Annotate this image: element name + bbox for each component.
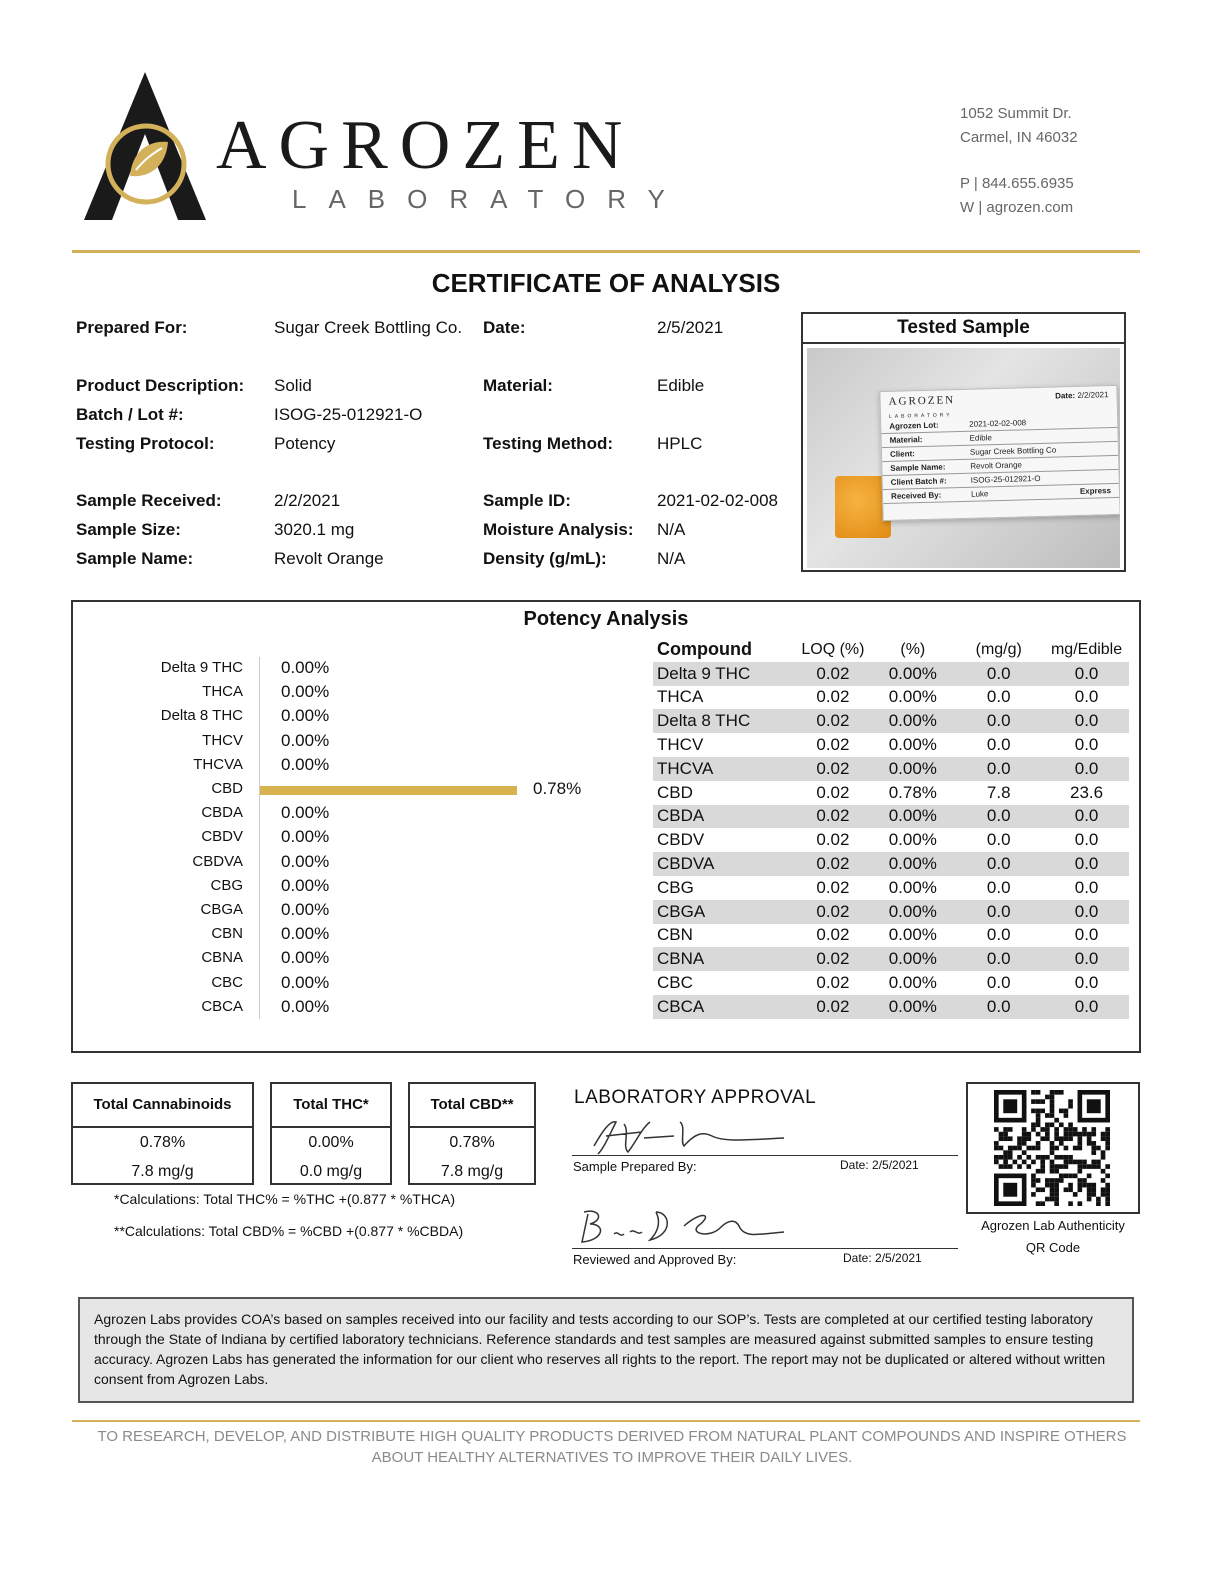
- bar-category-label: CBDA: [201, 804, 243, 822]
- address-line-1: 1052 Summit Dr.: [960, 105, 1072, 122]
- total-cannabinoids-heading: Total Cannabinoids: [73, 1084, 252, 1128]
- loq-cell: 0.02: [816, 735, 850, 755]
- mgg-cell: 0.0: [986, 925, 1011, 945]
- table-row: [653, 995, 1129, 1019]
- loq-cell: 0.02: [794, 852, 873, 876]
- bar-value-label: 0.00%: [281, 948, 330, 968]
- mg-edible-cell: 0.0: [1044, 757, 1129, 781]
- preparer-signature-icon: [584, 1112, 794, 1156]
- prepared-for-value: Sugar Creek Bottling Co.: [274, 318, 463, 337]
- compound-cell: CBDVA: [653, 852, 794, 876]
- qr-caption: [966, 1215, 1140, 1259]
- compound-cell: CBNA: [653, 947, 794, 971]
- mgg-cell: 0.0: [953, 662, 1044, 686]
- testing-protocol-label: Testing Protocol:: [76, 434, 215, 453]
- compound-cell: THCA: [657, 687, 704, 707]
- bar-value-label: 0.00%: [281, 803, 330, 823]
- col-mg-edible: mg/Edible: [1050, 640, 1123, 658]
- col-mgg: (mg/g): [975, 640, 1022, 658]
- date-label: Date:: [483, 318, 526, 337]
- card-brand: AGROZEN: [888, 394, 956, 408]
- compound-cell: THCVA: [653, 757, 794, 781]
- mgg-cell: 0.0: [986, 735, 1011, 755]
- total-cbd-mg: 7.8 mg/g: [440, 1163, 504, 1180]
- loq-cell: 0.02: [794, 947, 873, 971]
- sample-label-card: [879, 385, 1120, 521]
- mg-edible-cell: 0.0: [1074, 830, 1099, 850]
- bar-category-label: Delta 9 THC: [160, 659, 243, 676]
- bar-category-label: CBC: [211, 973, 243, 991]
- card-row: Client: Sugar Creek Bottling Co: [882, 442, 1118, 462]
- table-row: [653, 781, 1129, 805]
- bar-value-label: 0.00%: [281, 900, 330, 919]
- page-title: CERTIFICATE OF ANALYSIS: [431, 268, 781, 298]
- bar-category-label: THCV: [202, 731, 243, 749]
- product-description-value: Solid: [274, 376, 312, 395]
- total-thc-pct: 0.00%: [308, 1134, 354, 1151]
- table-row: [653, 686, 1129, 710]
- loq-cell: 0.02: [816, 830, 850, 850]
- disclaimer-text: Agrozen Labs provides COA’s based on samples received into our facility and tests according to our SOP’s. Tests are completed at our certified testing laboratory through the State of Indiana by certified laboratory technicians. Reference standards and test samples are measured against submitted samples to ensure testing accuracy. Agrozen Labs has generated the information for our client who reserves all rights to the report. The report may not be duplicated or altered without written consent from Agrozen Labs.: [94, 1311, 1106, 1387]
- pct-cell: 0.00%: [872, 805, 953, 829]
- compound-cell: CBCA: [653, 995, 794, 1019]
- mgg-cell: 0.0: [953, 805, 1044, 829]
- compound-cell: THCV: [657, 735, 704, 755]
- qr-caption-line-1: Agrozen Lab Authenticity: [981, 1218, 1125, 1233]
- testing-method-label: Testing Method:: [483, 434, 613, 453]
- bar-value-label: 0.00%: [281, 924, 330, 944]
- table-row: [653, 709, 1129, 733]
- bar-category-label: CBCA: [201, 997, 243, 1015]
- total-cannabinoids-box: [71, 1082, 254, 1185]
- mgg-cell: 0.0: [986, 973, 1011, 993]
- sample-photo: [807, 348, 1120, 568]
- pct-cell: 0.00%: [888, 973, 937, 993]
- mgg-cell: 0.0: [986, 830, 1011, 850]
- loq-cell: 0.02: [816, 973, 850, 993]
- qr-caption-line-2: QR Code: [1025, 1240, 1081, 1255]
- mgg-cell: 0.0: [953, 900, 1044, 924]
- table-row: [653, 852, 1129, 876]
- bar-value-label: 0.00%: [281, 682, 330, 702]
- sample-name-label: Sample Name:: [76, 549, 194, 568]
- mg-edible-cell: 0.0: [1044, 709, 1129, 733]
- loq-cell: 0.02: [794, 995, 873, 1019]
- card-row: Sample Name: Revolt Orange: [882, 456, 1118, 476]
- mgg-cell: 0.0: [986, 687, 1011, 707]
- mgg-cell: 7.8: [986, 782, 1011, 802]
- lab-phone: P | 844.655.6935: [960, 175, 1074, 192]
- footer-line-2: ABOUT HEALTHY ALTERNATIVES TO IMPROVE THEIR DAILY LIVES.: [371, 1449, 853, 1466]
- mg-edible-cell: 0.0: [1044, 995, 1129, 1019]
- card-date-label: Date:: [1055, 391, 1076, 401]
- product-description-label: Product Description:: [76, 376, 245, 395]
- bar-category-label: THCVA: [193, 755, 243, 773]
- date-value: 2/5/2021: [657, 318, 724, 337]
- mg-edible-cell: 0.0: [1074, 973, 1099, 993]
- compound-cell: Delta 8 THC: [653, 709, 794, 733]
- mgg-cell: 0.0: [953, 852, 1044, 876]
- pct-cell: 0.00%: [872, 662, 953, 686]
- qr-code-box[interactable]: [966, 1082, 1140, 1214]
- lab-website[interactable]: W | agrozen.com: [960, 199, 1074, 216]
- density-value: N/A: [657, 549, 686, 568]
- bar-value-label: 0.00%: [281, 706, 330, 726]
- bar: [260, 786, 517, 795]
- footer-divider: [72, 1420, 1140, 1422]
- mg-edible-cell: 0.0: [1074, 925, 1099, 945]
- bar-value-label: 0.00%: [281, 996, 330, 1016]
- pct-cell: 0.00%: [888, 925, 937, 945]
- loq-cell: 0.02: [794, 662, 873, 686]
- table-row: [653, 924, 1129, 948]
- pct-cell: 0.00%: [888, 735, 937, 755]
- reviewed-signature-line: [572, 1248, 958, 1249]
- thc-calculation-note: *Calculations: Total THC% = %THC +(0.877 * %THCA): [114, 1191, 456, 1207]
- prepared-for-label: Prepared For:: [76, 318, 188, 337]
- compound-cell: CBD: [657, 782, 693, 802]
- material-value: Edible: [657, 376, 705, 395]
- potency-title: Potency Analysis: [523, 608, 689, 630]
- bar-value-label: 0.78%: [533, 779, 582, 798]
- pct-cell: 0.00%: [872, 757, 953, 781]
- brand-subtitle: LABORATORY: [292, 184, 687, 214]
- total-cannabinoids-pct: 0.78%: [139, 1134, 186, 1151]
- card-brand-sub: LABORATORY: [888, 412, 953, 420]
- table-row: [653, 662, 1129, 686]
- cbd-calculation-note: **Calculations: Total CBD% = %CBD +(0.877 * %CBDA): [114, 1223, 464, 1239]
- mg-edible-cell: 0.0: [1044, 947, 1129, 971]
- mg-edible-cell: 0.0: [1044, 900, 1129, 924]
- mgg-cell: 0.0: [953, 709, 1044, 733]
- compound-cell: CBC: [657, 973, 693, 993]
- bar-category-label: CBD: [211, 780, 243, 797]
- pct-cell: 0.00%: [872, 995, 953, 1019]
- address-line-2: Carmel, IN 46032: [960, 129, 1078, 146]
- compound-cell: CBG: [657, 877, 694, 897]
- mg-edible-cell: 0.0: [1044, 805, 1129, 829]
- lab-address: [960, 102, 1078, 220]
- mgg-cell: 0.0: [953, 995, 1044, 1019]
- table-row: [653, 900, 1129, 924]
- loq-cell: 0.02: [816, 877, 850, 897]
- mg-edible-cell: 0.0: [1074, 735, 1099, 755]
- potency-table: [653, 638, 1129, 1019]
- sample-received-label: Sample Received:: [76, 491, 222, 510]
- card-row: Material: Edible: [881, 428, 1117, 448]
- col-pct: (%): [900, 640, 926, 658]
- compound-cell: CBDV: [657, 830, 705, 850]
- pct-cell: 0.00%: [888, 830, 937, 850]
- table-row: [653, 947, 1129, 971]
- density-label: Density (g/mL):: [483, 549, 607, 568]
- bar-category-label: CBDV: [201, 828, 243, 846]
- table-row: [653, 828, 1129, 852]
- mg-edible-cell: 0.0: [1074, 877, 1099, 897]
- prepared-by-label: Sample Prepared By:: [573, 1159, 697, 1174]
- table-row: [653, 971, 1129, 995]
- bar-category-label: CBDVA: [192, 852, 243, 870]
- bar-category-label: CBNA: [201, 949, 243, 967]
- reviewer-signature-icon: [570, 1204, 800, 1250]
- card-express: Express: [1079, 486, 1112, 496]
- compound-cell: Delta 9 THC: [653, 662, 794, 686]
- compound-cell: CBN: [657, 925, 693, 945]
- footer-line-1: TO RESEARCH, DEVELOP, AND DISTRIBUTE HIGH QUALITY PRODUCTS DERIVED FROM NATURAL PLANT COMPOUNDS AND INSPIRE OTHERS: [97, 1428, 1127, 1445]
- reviewed-date: Date: 2/5/2021: [843, 1251, 922, 1265]
- pct-cell: 0.00%: [872, 900, 953, 924]
- loq-cell: 0.02: [794, 709, 873, 733]
- col-compound: Compound: [657, 639, 752, 660]
- tested-sample-heading: Tested Sample: [803, 314, 1124, 344]
- bar-value-label: 0.00%: [281, 754, 330, 774]
- col-loq: LOQ (%): [801, 640, 865, 658]
- testing-protocol-value: Potency: [274, 434, 336, 453]
- total-thc-heading: Total THC*: [272, 1084, 390, 1128]
- card-row: Client Batch #: ISOG-25-012921-O: [883, 470, 1119, 490]
- total-cannabinoids-mg: 7.8 mg/g: [131, 1163, 194, 1180]
- table-row: [653, 733, 1129, 757]
- loq-cell: 0.02: [794, 805, 873, 829]
- testing-method-value: HPLC: [657, 434, 703, 453]
- table-row: [653, 757, 1129, 781]
- header-divider: [72, 250, 1140, 253]
- chart-axis: [259, 657, 260, 1019]
- bar-value-label: 0.00%: [281, 827, 330, 847]
- potency-bar-chart: [73, 602, 633, 1042]
- total-cbd-box: [408, 1082, 536, 1185]
- mgg-cell: 0.0: [953, 947, 1044, 971]
- table-row: [653, 876, 1129, 900]
- pct-cell: 0.00%: [888, 877, 937, 897]
- reviewed-by-label: Reviewed and Approved By:: [573, 1252, 737, 1267]
- mgg-cell: 0.0: [986, 877, 1011, 897]
- pct-cell: 0.78%: [888, 782, 937, 802]
- pct-cell: 0.00%: [872, 709, 953, 733]
- total-cbd-pct: 0.78%: [449, 1134, 495, 1151]
- prepared-date: Date: 2/5/2021: [840, 1158, 919, 1172]
- qr-code-icon[interactable]: [992, 1090, 1112, 1206]
- loq-cell: 0.02: [794, 900, 873, 924]
- card-row: Agrozen Lot: 2021-02-02-008: [881, 414, 1117, 434]
- mg-edible-cell: 0.0: [1044, 852, 1129, 876]
- mg-edible-cell: 0.0: [1074, 687, 1099, 707]
- prepared-signature-line: [572, 1155, 958, 1156]
- card-row: Received By: Luke Express: [883, 484, 1119, 504]
- total-thc-box: [270, 1082, 392, 1185]
- loq-cell: 0.02: [816, 782, 850, 802]
- sample-size-label: Sample Size:: [76, 520, 181, 539]
- agrozen-logo-icon: [82, 72, 208, 222]
- bar-category-label: THCA: [202, 683, 243, 701]
- bar-category-label: CBG: [210, 876, 243, 894]
- brand-name: AGROZEN: [216, 107, 635, 184]
- compound-cell: CBDA: [653, 805, 794, 829]
- bar-value-label: 0.00%: [281, 972, 330, 992]
- total-cbd-heading: Total CBD**: [410, 1084, 534, 1128]
- batch-value: ISOG-25-012921-O: [274, 405, 423, 424]
- sample-size-value: 3020.1 mg: [274, 520, 355, 539]
- material-label: Material:: [483, 376, 553, 395]
- bar-value-label: 0.00%: [281, 875, 330, 895]
- card-date: 2/2/2021: [1077, 390, 1109, 400]
- bar-category-label: CBGA: [200, 901, 243, 918]
- compound-cell: CBGA: [653, 900, 794, 924]
- bar-value-label: 0.00%: [281, 658, 330, 677]
- moisture-label: Moisture Analysis:: [483, 520, 634, 539]
- potency-panel: [71, 600, 1141, 1053]
- loq-cell: 0.02: [794, 757, 873, 781]
- sample-received-value: 2/2/2021: [274, 491, 341, 510]
- mg-edible-cell: 0.0: [1044, 662, 1129, 686]
- bar-value-label: 0.00%: [281, 730, 330, 750]
- disclaimer-box: [78, 1297, 1134, 1403]
- sample-id-label: Sample ID:: [483, 491, 571, 510]
- bar-category-label: Delta 8 THC: [160, 707, 243, 725]
- total-thc-mg: 0.0 mg/g: [299, 1163, 363, 1180]
- mg-edible-cell: 23.6: [1070, 782, 1104, 802]
- mgg-cell: 0.0: [953, 757, 1044, 781]
- loq-cell: 0.02: [816, 925, 850, 945]
- pct-cell: 0.00%: [888, 687, 937, 707]
- potency-table-header: [653, 638, 1129, 662]
- batch-label: Batch / Lot #:: [76, 405, 184, 424]
- table-row: [653, 805, 1129, 829]
- loq-cell: 0.02: [816, 687, 850, 707]
- pct-cell: 0.00%: [872, 947, 953, 971]
- bar-value-label: 0.00%: [281, 851, 330, 871]
- footer-mission: [40, 1426, 1184, 1468]
- moisture-value: N/A: [657, 520, 686, 539]
- approval-heading: LABORATORY APPROVAL: [574, 1087, 817, 1108]
- pct-cell: 0.00%: [872, 852, 953, 876]
- sample-id-value: 2021-02-02-008: [657, 491, 778, 510]
- bar-category-label: CBN: [211, 925, 243, 943]
- sample-name-value: Revolt Orange: [274, 549, 384, 568]
- tested-sample-panel: [801, 312, 1126, 572]
